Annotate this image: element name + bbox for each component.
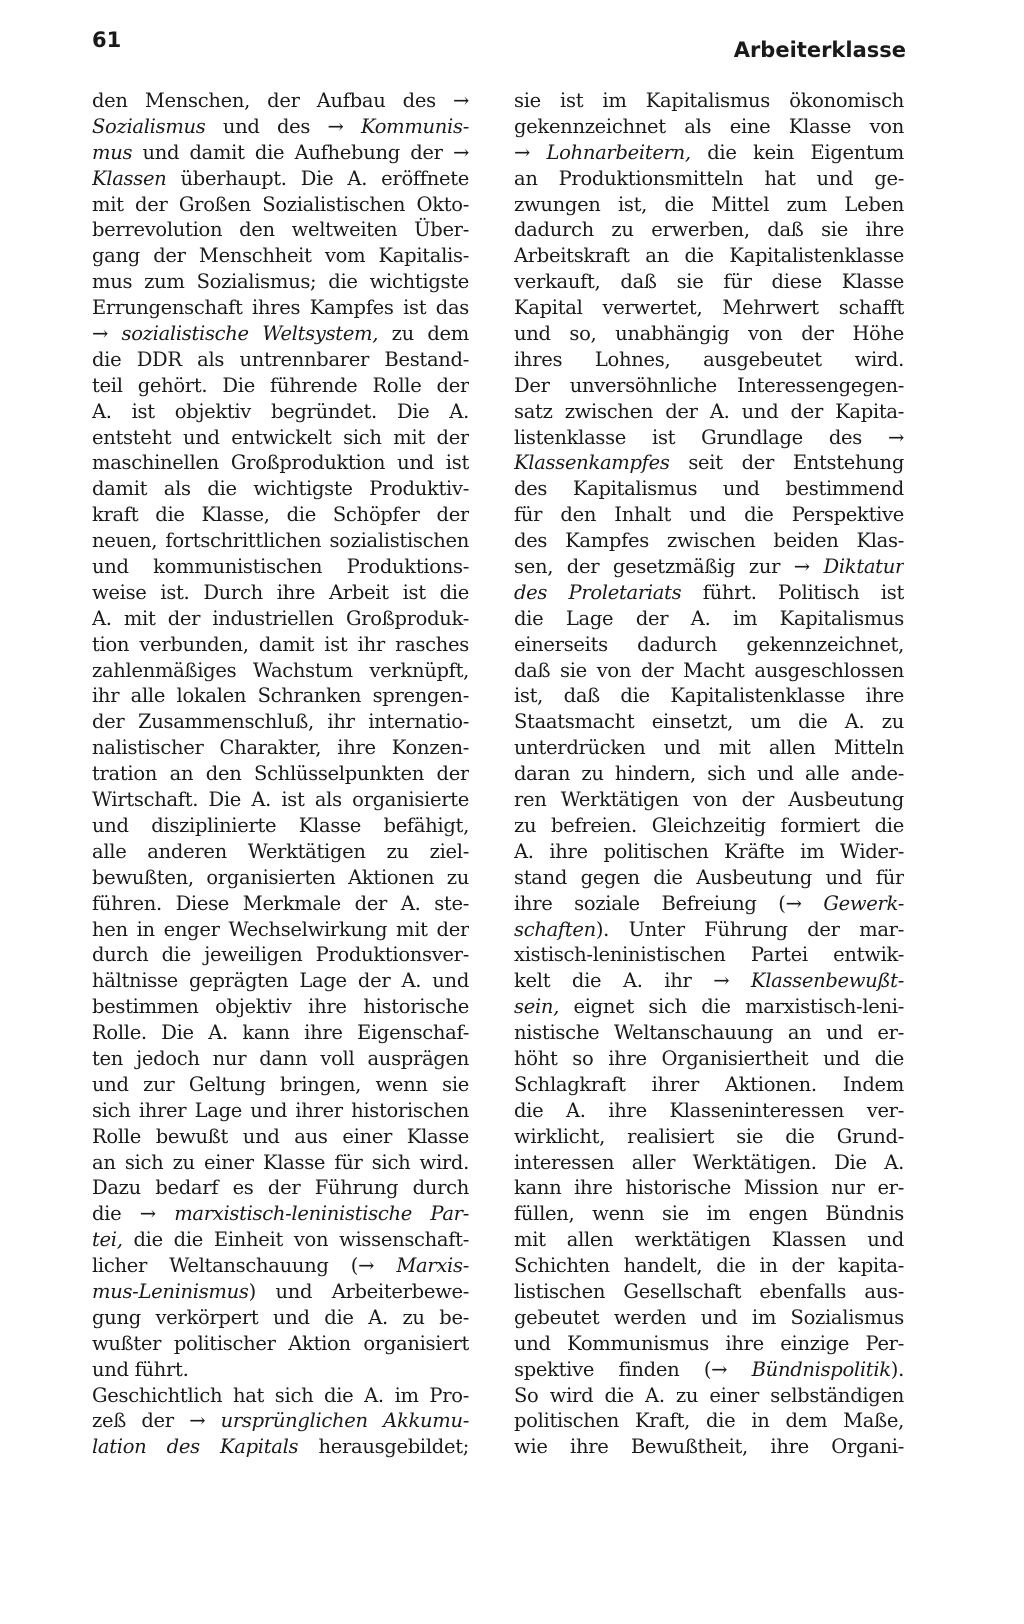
text-line xyxy=(92,243,469,269)
text-column-left xyxy=(92,88,469,1460)
text-run: satz zwischen der A. und der Kapita- xyxy=(514,399,904,423)
text-line xyxy=(92,476,469,502)
text-run: Schichten handelt, die in der kapita- xyxy=(514,1254,904,1278)
text-line xyxy=(92,1227,469,1253)
text-run: und Kommunismus ihre einzige Per- xyxy=(514,1331,904,1355)
text-run: Rolle. Die A. kann ihre Eigenschaf- xyxy=(92,1021,469,1045)
text-run: stand gegen die Ausbeutung und für xyxy=(514,865,904,889)
text-run: und kommunistischen Produktions- xyxy=(92,555,469,579)
text-run: bestimmen objektiv ihre historische xyxy=(92,995,469,1019)
text-run: ). Unter Führung der mar- xyxy=(595,917,904,941)
text-run: berrevolution den weltweiten Über- xyxy=(92,218,469,242)
text-run: einerseits dadurch gekennzeichnet, xyxy=(514,632,904,656)
text-line xyxy=(92,865,469,891)
text-line xyxy=(514,243,904,269)
text-line xyxy=(514,761,904,787)
text-run: A. ist objektiv begründet. Die A. xyxy=(92,399,469,423)
text-line xyxy=(92,373,469,399)
text-line xyxy=(92,347,469,373)
text-run: an sich zu einer Klasse für sich wird. xyxy=(92,1150,469,1174)
text-line xyxy=(514,399,904,425)
text-line xyxy=(92,942,469,968)
text-line xyxy=(92,114,469,140)
text-run: Arbeitskraft an die Kapitalistenklasse xyxy=(514,244,904,268)
text-line xyxy=(514,347,904,373)
text-line xyxy=(514,709,904,735)
text-run: und zur Geltung bringen, wenn sie xyxy=(92,1072,469,1096)
text-line xyxy=(514,917,904,943)
text-line xyxy=(514,735,904,761)
text-run: Der unversöhnliche Interessengegen- xyxy=(514,373,904,397)
cross-reference-term: Diktatur xyxy=(823,555,904,579)
text-line xyxy=(514,580,904,606)
text-line xyxy=(514,1331,904,1357)
cross-reference-term: mus-Leninismus xyxy=(92,1279,249,1303)
text-run: → xyxy=(92,322,122,346)
running-head: Arbeiterklasse xyxy=(733,38,906,62)
text-run: interessen aller Werktätigen. Die A. xyxy=(514,1150,904,1174)
text-run: wußter politischer Aktion organisiert xyxy=(92,1331,469,1355)
text-run: überhaupt. Die A. eröffnete xyxy=(166,166,469,190)
text-run: tion verbunden, damit ist ihr rasches xyxy=(92,632,469,656)
text-line xyxy=(514,425,904,451)
text-line xyxy=(514,839,904,865)
text-run: Staatsmacht einsetzt, um die A. zu xyxy=(514,710,904,734)
text-line xyxy=(514,1434,904,1460)
text-run: herausgebildet; xyxy=(298,1435,469,1459)
text-run: spektive finden (→ xyxy=(514,1357,752,1381)
text-line xyxy=(514,114,904,140)
text-line xyxy=(92,1331,469,1357)
text-run: zahlenmäßiges Wachstum verknüpft, xyxy=(92,658,469,682)
text-run: sie ist im Kapitalismus ökonomisch xyxy=(514,89,904,112)
text-line xyxy=(514,1072,904,1098)
cross-reference-term: ursprünglichen Akkumu- xyxy=(220,1409,469,1433)
text-line xyxy=(514,891,904,917)
text-run: an Produktionsmitteln hat und ge- xyxy=(514,166,904,190)
text-run: Kapital verwertet, Mehrwert schafft xyxy=(514,296,904,320)
text-run: ten jedoch nur dann voll ausprägen xyxy=(92,1046,469,1070)
text-run: die die Einheit von wissenschaft- xyxy=(122,1228,469,1252)
text-run: der Zusammenschluß, ihr internatio- xyxy=(92,710,469,734)
text-line xyxy=(92,217,469,243)
text-line xyxy=(514,1357,904,1383)
text-run: → xyxy=(514,140,547,164)
text-line xyxy=(514,1383,904,1409)
cross-reference-term: lation des Kapitals xyxy=(92,1435,299,1459)
text-run: die Lage der A. im Kapitalismus xyxy=(514,606,904,630)
text-run: daran zu hindern, sich und alle ande- xyxy=(514,762,904,786)
text-line xyxy=(92,140,469,166)
text-line xyxy=(92,1253,469,1279)
text-run: hältnisse geprägten Lage der A. und xyxy=(92,969,469,993)
text-run: und disziplinierte Klasse befähigt, xyxy=(92,813,469,837)
cross-reference-term: schaften xyxy=(514,917,596,941)
text-line xyxy=(514,632,904,658)
text-line xyxy=(92,658,469,684)
text-line xyxy=(514,1046,904,1072)
cross-reference-term: tei, xyxy=(92,1228,123,1252)
text-run: A. mit der industriellen Großproduk- xyxy=(92,606,469,630)
text-line xyxy=(514,528,904,554)
cross-reference-term: Marxis- xyxy=(396,1254,469,1278)
text-run: verkauft, daß sie für diese Klasse xyxy=(514,270,904,294)
cross-reference-term: Bündnispolitik xyxy=(751,1357,891,1381)
text-line xyxy=(514,1175,904,1201)
text-run: des Kampfes zwischen beiden Klas- xyxy=(514,529,904,553)
text-run: gebeutet werden und im Sozialismus xyxy=(514,1305,904,1329)
text-run: mit der Großen Sozialistischen Okto- xyxy=(92,192,469,216)
text-run: ihres Lohnes, ausgebeutet wird. xyxy=(514,347,904,371)
cross-reference-term: mus xyxy=(92,140,133,164)
text-line xyxy=(92,606,469,632)
text-run: Errungenschaft ihres Kampfes ist das xyxy=(92,296,469,320)
text-line xyxy=(92,787,469,813)
text-line xyxy=(92,425,469,451)
text-line xyxy=(514,1020,904,1046)
text-line xyxy=(92,1150,469,1176)
text-run: unterdrücken und mit allen Mitteln xyxy=(514,736,904,760)
text-run: die → xyxy=(92,1202,175,1226)
text-line xyxy=(514,192,904,218)
text-run: den Menschen, der Aufbau des → xyxy=(92,89,469,112)
text-line xyxy=(92,450,469,476)
text-line xyxy=(514,217,904,243)
text-run: maschinellen Großproduktion und ist xyxy=(92,451,469,475)
text-line xyxy=(514,606,904,632)
text-run: höht so ihre Organisiertheit und die xyxy=(514,1046,904,1070)
text-run: für den Inhalt und die Perspektive xyxy=(514,503,904,527)
text-line xyxy=(92,735,469,761)
text-run: mus zum Sozialismus; die wichtigste xyxy=(92,270,469,294)
text-line xyxy=(92,1020,469,1046)
text-run: sen, der gesetzmäßig zur → xyxy=(514,555,824,579)
text-line xyxy=(514,1279,904,1305)
cross-reference-term: marxistisch-leninistische Par- xyxy=(174,1202,469,1226)
text-run: Geschichtlich hat sich die A. im Pro- xyxy=(92,1383,469,1407)
text-line xyxy=(514,166,904,192)
text-line xyxy=(514,321,904,347)
text-line xyxy=(514,1408,904,1434)
text-run: listenklasse ist Grundlage des → xyxy=(514,425,904,449)
text-column-right xyxy=(514,88,904,1460)
text-line xyxy=(92,813,469,839)
text-run: tration an den Schlüsselpunkten der xyxy=(92,762,469,786)
cross-reference-term: sein, xyxy=(514,995,560,1019)
text-line xyxy=(92,1305,469,1331)
text-line xyxy=(514,1227,904,1253)
text-run: eignet sich die marxistisch-leni- xyxy=(559,995,904,1019)
text-run: nalistischer Charakter, ihre Konzen- xyxy=(92,736,469,760)
text-run: damit als die wichtigste Produktiv- xyxy=(92,477,469,501)
text-line xyxy=(514,994,904,1020)
cross-reference-term: Gewerk- xyxy=(823,891,904,915)
text-run: A. ihre politischen Kräfte im Wider- xyxy=(514,839,904,863)
text-run: Schlagkraft ihrer Aktionen. Indem xyxy=(514,1072,904,1096)
text-line xyxy=(514,1150,904,1176)
text-run: neuen, fortschrittlichen sozialistischen xyxy=(92,529,469,553)
text-run: und des → xyxy=(205,114,361,138)
text-run: füllen, wenn sie im engen Bündnis xyxy=(514,1202,904,1226)
text-run: ) und Arbeiterbewe- xyxy=(248,1279,469,1303)
text-line xyxy=(92,502,469,528)
text-line xyxy=(92,166,469,192)
text-line xyxy=(92,88,469,114)
text-line xyxy=(514,942,904,968)
text-line xyxy=(514,683,904,709)
text-run: seit der Entstehung xyxy=(669,451,904,475)
text-run: bewußten, organisierten Aktionen zu xyxy=(92,865,469,889)
text-run: weise ist. Durch ihre Arbeit ist die xyxy=(92,580,469,604)
text-line xyxy=(514,1201,904,1227)
text-line xyxy=(92,1434,469,1460)
text-line xyxy=(92,528,469,554)
text-line xyxy=(514,554,904,580)
text-run: kraft die Klasse, die Schöpfer der xyxy=(92,503,469,527)
text-run: und so, unabhängig von der Höhe xyxy=(514,322,904,346)
text-line xyxy=(92,554,469,580)
text-run: zwungen ist, die Mittel zum Leben xyxy=(514,192,904,216)
text-line xyxy=(514,140,904,166)
text-line xyxy=(92,269,469,295)
text-line xyxy=(92,683,469,709)
text-run: ihr alle lokalen Schranken sprengen- xyxy=(92,684,469,708)
text-line xyxy=(514,968,904,994)
cross-reference-term: Sozialismus xyxy=(92,114,206,138)
text-run: die A. ihre Klasseninteressen ver- xyxy=(514,1098,904,1122)
text-run: So wird die A. zu einer selbständigen xyxy=(514,1383,904,1407)
text-line xyxy=(514,813,904,839)
text-line xyxy=(92,968,469,994)
text-run: und damit die Aufhebung der → xyxy=(132,140,469,164)
text-run: nistische Weltanschauung an und er- xyxy=(514,1021,904,1045)
text-line xyxy=(514,658,904,684)
text-run: zeß der → xyxy=(92,1409,221,1433)
text-line xyxy=(514,450,904,476)
text-run: zu befreien. Gleichzeitig formiert die xyxy=(514,813,904,837)
text-run: kann ihre historische Mission nur er- xyxy=(514,1176,904,1200)
text-line xyxy=(514,1124,904,1150)
text-run: ). xyxy=(890,1357,904,1381)
text-line xyxy=(514,295,904,321)
text-line xyxy=(92,295,469,321)
text-line xyxy=(92,1175,469,1201)
cross-reference-term: des Proletariats xyxy=(514,580,682,604)
cross-reference-term: Lohnarbeitern, xyxy=(546,140,691,164)
text-run: ihre soziale Befreiung (→ xyxy=(514,891,824,915)
text-line xyxy=(92,1124,469,1150)
text-line xyxy=(92,1072,469,1098)
text-line xyxy=(92,1098,469,1124)
text-line xyxy=(514,1098,904,1124)
text-line xyxy=(92,399,469,425)
text-line xyxy=(514,502,904,528)
cross-reference-term: Klassen xyxy=(92,166,167,190)
page-number: 61 xyxy=(92,28,122,52)
text-line xyxy=(514,1305,904,1331)
text-line xyxy=(514,865,904,891)
text-line xyxy=(92,192,469,218)
text-run: Wirtschaft. Die A. ist als organisierte xyxy=(92,788,469,812)
text-run: wirklicht, realisiert sie die Grund- xyxy=(514,1124,904,1148)
text-run: durch die jeweiligen Produktionsver- xyxy=(92,943,469,967)
text-run: Rolle bewußt und aus einer Klasse xyxy=(92,1124,469,1148)
text-run: sich ihrer Lage und ihrer historischen xyxy=(92,1098,469,1122)
cross-reference-term: Klassenkampfes xyxy=(514,451,670,475)
text-line xyxy=(92,321,469,347)
text-run: Dazu bedarf es der Führung durch xyxy=(92,1176,469,1200)
text-line xyxy=(514,476,904,502)
text-run: ren Werktätigen von der Ausbeutung xyxy=(514,788,904,812)
text-run: politischen Kraft, die in dem Maße, xyxy=(514,1409,904,1433)
text-line xyxy=(514,88,904,114)
text-line xyxy=(92,709,469,735)
text-run: gang der Menschheit vom Kapitalis- xyxy=(92,244,469,268)
text-run: führt. Politisch ist xyxy=(681,580,904,604)
text-line xyxy=(92,1046,469,1072)
text-run: die DDR als untrennbarer Bestand- xyxy=(92,347,469,371)
cross-reference-term: Klassenbewußt- xyxy=(750,969,904,993)
text-run: ist, daß die Kapitalistenklasse ihre xyxy=(514,684,904,708)
text-line xyxy=(514,373,904,399)
text-run: führen. Diese Merkmale der A. ste- xyxy=(92,891,469,915)
text-line xyxy=(514,269,904,295)
text-line xyxy=(92,1279,469,1305)
text-run: und führt. xyxy=(92,1357,189,1381)
text-run: wie ihre Bewußtheit, ihre Organi- xyxy=(514,1435,904,1459)
text-line xyxy=(92,761,469,787)
text-line xyxy=(514,1253,904,1279)
cross-reference-term: Kommunis- xyxy=(360,114,469,138)
text-run: listischen Gesellschaft ebenfalls aus- xyxy=(514,1279,904,1303)
text-run: kelt die A. ihr → xyxy=(514,969,751,993)
text-run: hen in enger Wechselwirkung mit der xyxy=(92,917,469,941)
text-run: alle anderen Werktätigen zu ziel- xyxy=(92,839,469,863)
text-run: die kein Eigentum xyxy=(690,140,904,164)
text-line xyxy=(92,1357,469,1383)
text-line xyxy=(92,994,469,1020)
text-line xyxy=(92,917,469,943)
text-line xyxy=(92,1383,469,1409)
text-line xyxy=(514,787,904,813)
text-run: zu dem xyxy=(378,322,469,346)
text-run: licher Weltanschauung (→ xyxy=(92,1254,397,1278)
text-run: teil gehört. Die führende Rolle der xyxy=(92,373,469,397)
text-run: gekennzeichnet als eine Klasse von xyxy=(514,114,904,138)
text-run: gung verkörpert und die A. zu be- xyxy=(92,1305,469,1329)
text-run: des Kapitalismus und bestimmend xyxy=(514,477,904,501)
text-line xyxy=(92,1201,469,1227)
text-run: entsteht und entwickelt sich mit der xyxy=(92,425,469,449)
text-run: dadurch zu erwerben, daß sie ihre xyxy=(514,218,904,242)
text-line xyxy=(92,632,469,658)
cross-reference-term: sozialistische Weltsystem, xyxy=(121,322,379,346)
text-line xyxy=(92,580,469,606)
text-run: mit allen werktätigen Klassen und xyxy=(514,1228,904,1252)
text-line xyxy=(92,839,469,865)
text-run: daß sie von der Macht ausgeschlossen xyxy=(514,658,904,682)
text-line xyxy=(92,891,469,917)
text-line xyxy=(92,1408,469,1434)
text-run: xistisch-leninistischen Partei entwik- xyxy=(514,943,904,967)
